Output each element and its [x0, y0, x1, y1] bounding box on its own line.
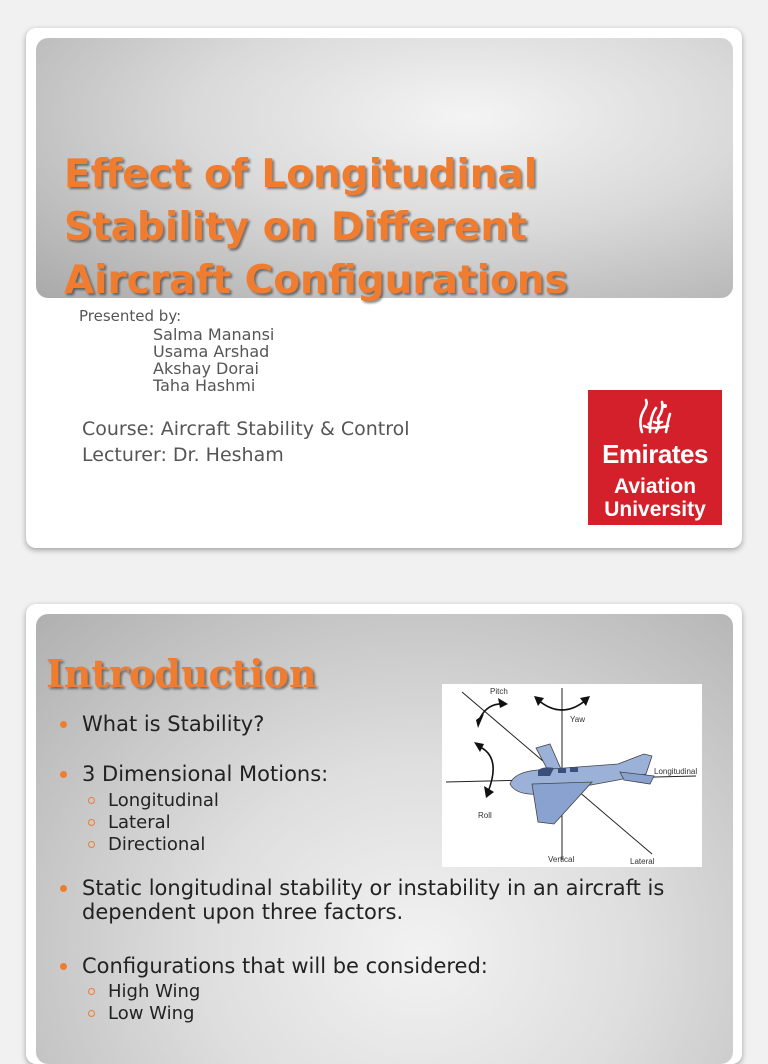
- roll-label: Roll: [478, 811, 492, 820]
- title-line-2: Stability on Different: [64, 205, 527, 250]
- presenter-name: Usama Arshad: [153, 342, 270, 361]
- title-slide: [26, 28, 742, 548]
- logo-text-emirates: Emirates: [602, 439, 708, 469]
- motion-longitudinal: Longitudinal: [86, 790, 219, 812]
- config-high-wing: High Wing: [86, 981, 200, 1003]
- motion-directional: Directional: [86, 834, 205, 856]
- title-line-1: Effect of Longitudinal: [64, 152, 538, 197]
- longitudinal-label: Longitudinal: [654, 767, 698, 776]
- title-line-3: Aircraft Configurations: [64, 258, 568, 303]
- arabic-calligraphy-logo-icon: [634, 396, 676, 438]
- bullet-static-stability: Static longitudinal stability or instability in an aircraft is dependent upon three factors.: [58, 876, 722, 924]
- presenter-name: Taha Hashmi: [153, 376, 256, 395]
- aircraft-axes-svg: [442, 684, 702, 867]
- pitch-label: Pitch: [490, 687, 508, 696]
- motion-lateral: Lateral: [86, 812, 171, 834]
- roll-arrow-icon: [478, 746, 493, 792]
- yaw-label: Yaw: [570, 715, 585, 724]
- lecturer-label: Lecturer: Dr. Hesham: [82, 444, 284, 466]
- presenter-name: Akshay Dorai: [153, 359, 259, 378]
- lateral-label: Lateral: [630, 857, 655, 866]
- bullet-what-is-stability: What is Stability?: [58, 712, 264, 736]
- presentation-title: [64, 148, 724, 307]
- emirates-aviation-university-logo: [588, 390, 722, 525]
- presenter-name: Salma Manansi: [153, 325, 275, 344]
- introduction-slide: [26, 604, 742, 1064]
- bullet-3d-motions: 3 Dimensional Motions:: [58, 762, 328, 786]
- logo-text-university: University: [604, 498, 706, 521]
- course-label: Course: Aircraft Stability & Control: [82, 418, 410, 440]
- aircraft-axes-diagram: [442, 684, 702, 867]
- introduction-title: Introduction: [46, 651, 317, 696]
- vertical-label: Vertical: [548, 855, 575, 864]
- bullet-configurations: Configurations that will be considered:: [58, 954, 488, 978]
- airplane-icon: [510, 744, 654, 824]
- presenter-list: [153, 326, 274, 394]
- config-low-wing: Low Wing: [86, 1003, 194, 1025]
- logo-text-aviation: Aviation: [613, 475, 697, 498]
- presented-by-label: Presented by:: [79, 307, 182, 325]
